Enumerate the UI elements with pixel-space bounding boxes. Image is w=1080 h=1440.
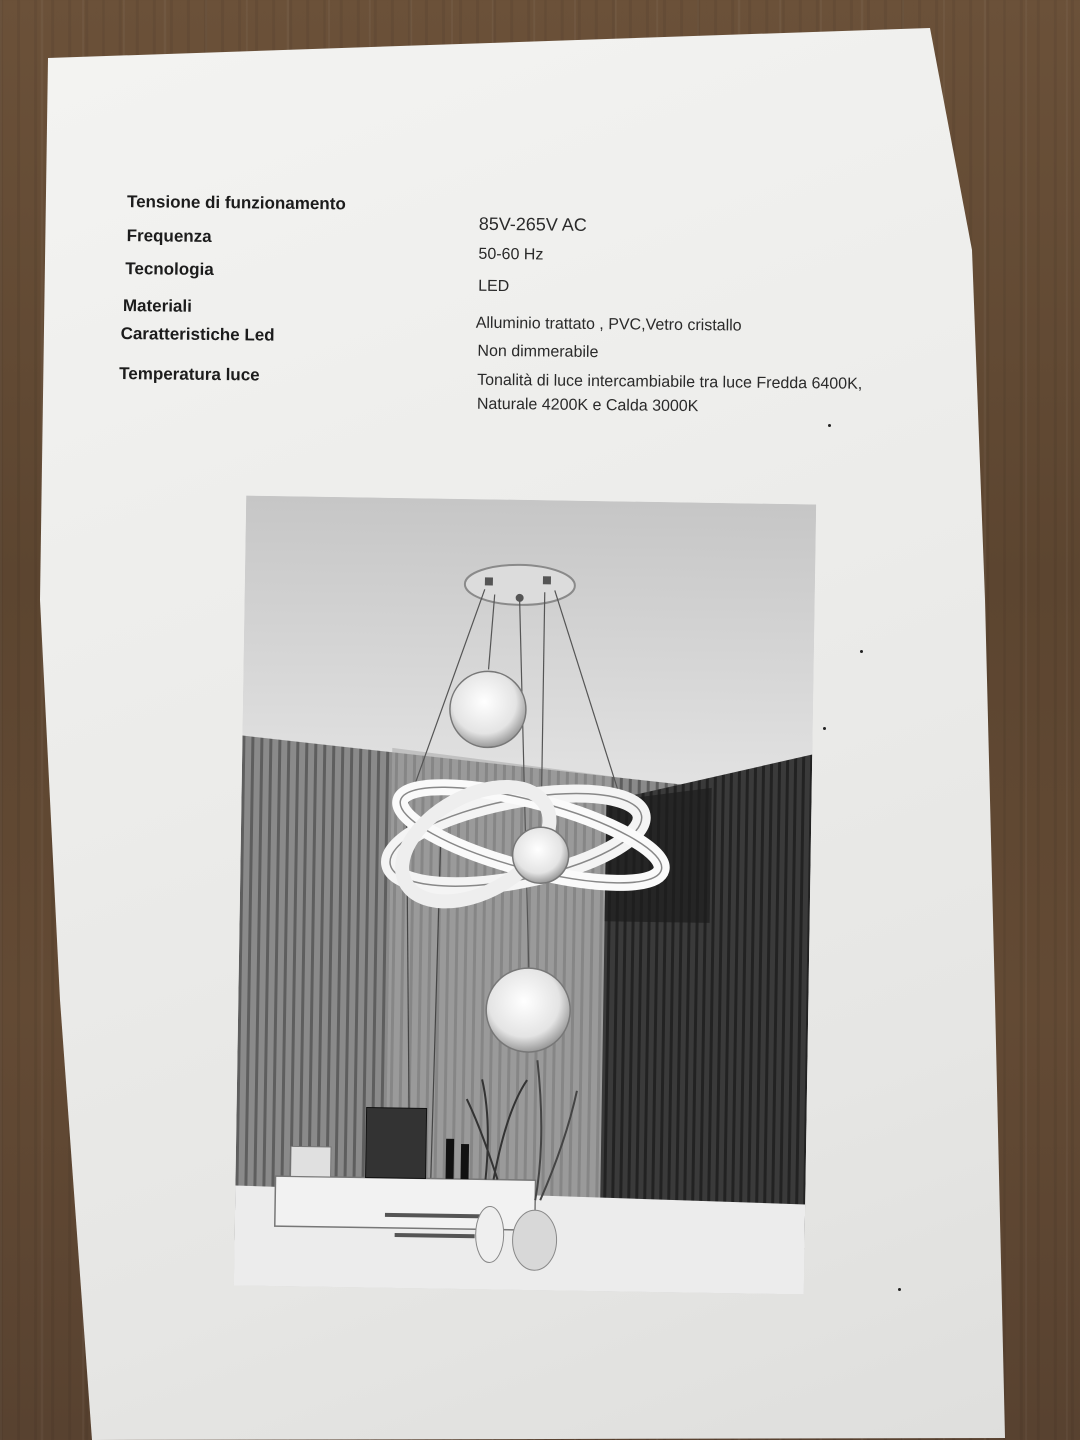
spec-label-light-temperature: Temperatura luce: [119, 364, 260, 385]
spec-value-light-temperature-line2: Naturale 4200K e Calda 3000K: [476, 395, 699, 416]
spec-label-frequency: Frequenza: [126, 226, 212, 246]
spec-value-voltage: 85V-265V AC: [478, 213, 587, 235]
spec-label-led-features: Caratteristiche Led: [120, 324, 275, 345]
spec-label-technology: Tecnologia: [125, 259, 214, 280]
ink-speck: [898, 1288, 901, 1291]
spec-value-technology: LED: [478, 277, 510, 296]
chandelier-photo: [234, 496, 816, 1295]
spec-label-materials: Materiali: [122, 296, 193, 316]
spec-label-voltage: Tensione di funzionamento: [126, 192, 346, 214]
spec-value-led-features: Non dimmerabile: [477, 342, 599, 362]
specification-table: [0, 0, 1080, 506]
ink-speck: [823, 727, 826, 730]
ink-speck: [860, 650, 863, 653]
spec-value-materials: Alluminio trattato , PVC,Vetro cristallo: [475, 314, 742, 335]
ink-speck: [828, 424, 831, 427]
spec-value-frequency: 50-60 Hz: [478, 245, 544, 264]
spec-value-light-temperature-line1: Tonalità di luce intercambiabile tra luce Fredda 6400K,: [477, 371, 863, 393]
